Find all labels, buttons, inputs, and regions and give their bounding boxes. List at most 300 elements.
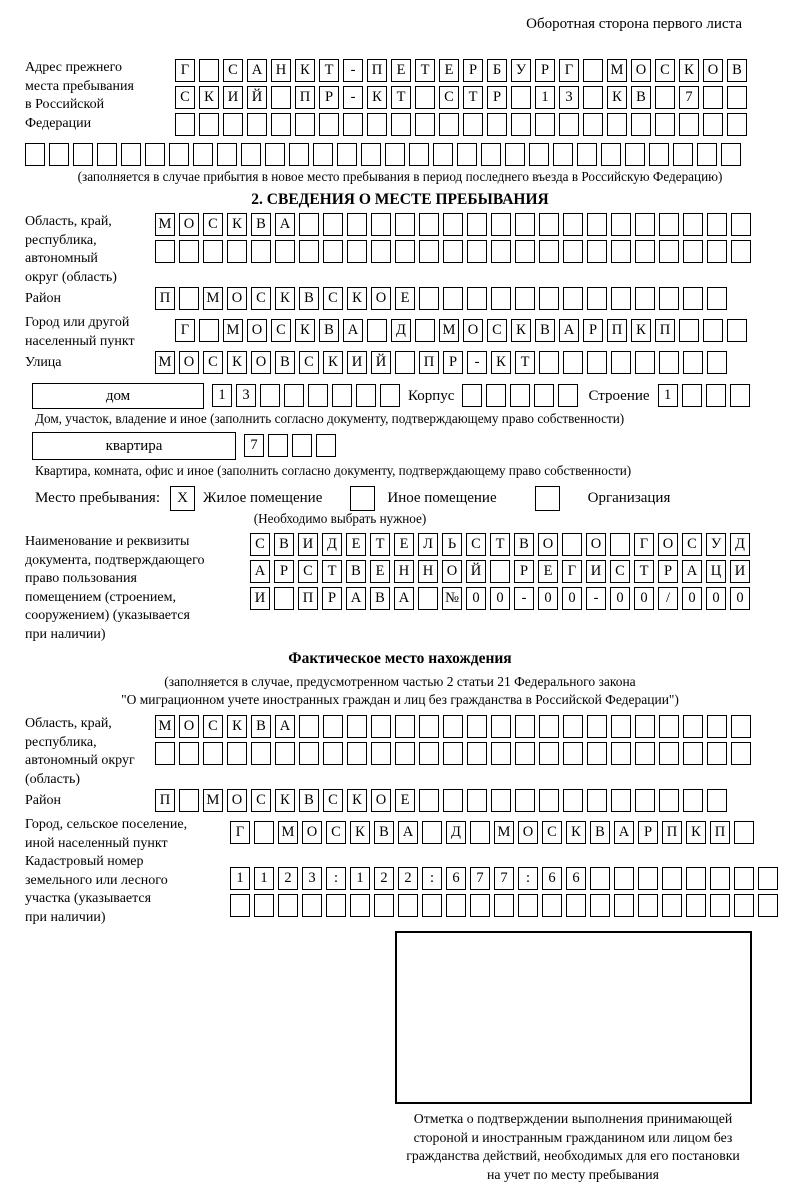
char-box[interactable]: Д	[446, 821, 466, 844]
char-box[interactable]	[611, 240, 631, 263]
char-box[interactable]: Е	[538, 560, 558, 583]
char-box[interactable]: М	[223, 319, 243, 342]
char-box[interactable]: К	[295, 319, 315, 342]
char-box[interactable]: 0	[466, 587, 486, 610]
char-box[interactable]	[731, 742, 751, 765]
char-box[interactable]	[535, 113, 555, 136]
char-box[interactable]: 2	[278, 867, 298, 890]
char-box[interactable]	[611, 213, 631, 236]
char-box[interactable]	[727, 319, 747, 342]
char-box[interactable]: К	[367, 86, 387, 109]
char-box[interactable]	[635, 287, 655, 310]
char-box[interactable]: -	[467, 351, 487, 374]
char-box[interactable]: М	[494, 821, 514, 844]
char-box[interactable]: В	[631, 86, 651, 109]
char-box[interactable]: Н	[394, 560, 414, 583]
char-box[interactable]: С	[487, 319, 507, 342]
char-box[interactable]	[332, 384, 352, 407]
char-box[interactable]: М	[439, 319, 459, 342]
char-box[interactable]	[193, 143, 213, 166]
char-box[interactable]	[583, 59, 603, 82]
char-box[interactable]: Р	[535, 59, 555, 82]
char-box[interactable]	[380, 384, 400, 407]
char-box[interactable]	[415, 86, 435, 109]
char-box[interactable]	[505, 143, 525, 166]
char-box[interactable]	[260, 384, 280, 407]
char-box[interactable]: В	[275, 351, 295, 374]
char-box[interactable]	[254, 894, 274, 917]
char-box[interactable]	[179, 742, 199, 765]
char-box[interactable]	[292, 434, 312, 457]
char-box[interactable]: А	[559, 319, 579, 342]
char-box[interactable]	[299, 240, 319, 263]
fact-oblast-row-2[interactable]	[155, 742, 755, 766]
char-box[interactable]: Т	[415, 59, 435, 82]
char-box[interactable]: Ь	[442, 533, 462, 556]
prev-address-row-2[interactable]	[175, 86, 751, 110]
char-box[interactable]	[587, 789, 607, 812]
char-box[interactable]: П	[607, 319, 627, 342]
char-box[interactable]: О	[518, 821, 538, 844]
char-box[interactable]: Р	[443, 351, 463, 374]
char-box[interactable]	[683, 351, 703, 374]
char-box[interactable]: П	[662, 821, 682, 844]
char-box[interactable]	[707, 351, 727, 374]
char-box[interactable]	[481, 143, 501, 166]
char-box[interactable]	[487, 113, 507, 136]
char-box[interactable]: Т	[463, 86, 483, 109]
char-box[interactable]: Д	[391, 319, 411, 342]
char-box[interactable]	[558, 384, 578, 407]
char-box[interactable]	[734, 894, 754, 917]
char-box[interactable]: О	[179, 213, 199, 236]
char-box[interactable]	[539, 287, 559, 310]
char-box[interactable]: Д	[730, 533, 750, 556]
char-box[interactable]	[323, 240, 343, 263]
char-box[interactable]	[299, 715, 319, 738]
raion-row[interactable]	[155, 287, 731, 311]
char-box[interactable]: 7	[244, 434, 264, 457]
char-box[interactable]: П	[298, 587, 318, 610]
char-box[interactable]: К	[350, 821, 370, 844]
char-box[interactable]	[563, 742, 583, 765]
char-box[interactable]	[539, 742, 559, 765]
char-box[interactable]: В	[299, 287, 319, 310]
char-box[interactable]: С	[326, 821, 346, 844]
char-box[interactable]	[227, 742, 247, 765]
char-box[interactable]	[284, 384, 304, 407]
char-box[interactable]: Р	[487, 86, 507, 109]
char-box[interactable]	[659, 351, 679, 374]
char-box[interactable]: Й	[371, 351, 391, 374]
char-box[interactable]: С	[439, 86, 459, 109]
char-box[interactable]	[566, 894, 586, 917]
char-box[interactable]	[587, 351, 607, 374]
char-box[interactable]: К	[491, 351, 511, 374]
char-box[interactable]	[553, 143, 573, 166]
char-box[interactable]	[515, 287, 535, 310]
char-box[interactable]: И	[347, 351, 367, 374]
char-box[interactable]: О	[247, 319, 267, 342]
char-box[interactable]	[562, 533, 582, 556]
char-box[interactable]: Р	[319, 86, 339, 109]
char-box[interactable]: О	[538, 533, 558, 556]
char-box[interactable]	[419, 240, 439, 263]
char-box[interactable]	[682, 384, 702, 407]
char-box[interactable]	[683, 213, 703, 236]
char-box[interactable]: Т	[634, 560, 654, 583]
char-box[interactable]: М	[278, 821, 298, 844]
char-box[interactable]	[241, 143, 261, 166]
char-box[interactable]	[73, 143, 93, 166]
char-box[interactable]: В	[346, 560, 366, 583]
char-box[interactable]	[155, 240, 175, 263]
char-box[interactable]	[611, 287, 631, 310]
char-box[interactable]: С	[223, 59, 243, 82]
char-box[interactable]	[251, 742, 271, 765]
char-box[interactable]: И	[298, 533, 318, 556]
char-box[interactable]	[491, 789, 511, 812]
char-box[interactable]	[419, 789, 439, 812]
char-box[interactable]	[491, 287, 511, 310]
char-box[interactable]: В	[514, 533, 534, 556]
char-box[interactable]	[601, 143, 621, 166]
char-box[interactable]: И	[223, 86, 243, 109]
char-box[interactable]	[422, 821, 442, 844]
char-box[interactable]: 1	[212, 384, 232, 407]
char-box[interactable]: К	[227, 351, 247, 374]
char-box[interactable]	[443, 742, 463, 765]
char-box[interactable]	[703, 319, 723, 342]
char-box[interactable]: -	[343, 59, 363, 82]
char-box[interactable]	[491, 240, 511, 263]
char-box[interactable]: О	[703, 59, 723, 82]
char-box[interactable]: Е	[394, 533, 414, 556]
char-box[interactable]	[203, 240, 223, 263]
char-box[interactable]	[199, 113, 219, 136]
char-box[interactable]: П	[155, 789, 175, 812]
char-box[interactable]	[443, 240, 463, 263]
char-box[interactable]: П	[710, 821, 730, 844]
char-box[interactable]	[227, 240, 247, 263]
char-box[interactable]: 6	[566, 867, 586, 890]
char-box[interactable]	[611, 715, 631, 738]
char-box[interactable]: Б	[487, 59, 507, 82]
char-box[interactable]: /	[658, 587, 678, 610]
char-box[interactable]	[265, 143, 285, 166]
prev-address-row-3[interactable]	[175, 113, 751, 137]
char-box[interactable]	[731, 715, 751, 738]
char-box[interactable]	[707, 789, 727, 812]
char-box[interactable]: -	[586, 587, 606, 610]
char-box[interactable]: С	[323, 789, 343, 812]
char-box[interactable]: 7	[679, 86, 699, 109]
char-box[interactable]: Е	[395, 287, 415, 310]
char-box[interactable]: В	[374, 821, 394, 844]
char-box[interactable]: В	[370, 587, 390, 610]
char-box[interactable]	[683, 789, 703, 812]
char-box[interactable]	[337, 143, 357, 166]
char-box[interactable]	[686, 867, 706, 890]
char-box[interactable]	[289, 143, 309, 166]
char-box[interactable]	[635, 213, 655, 236]
char-box[interactable]	[323, 742, 343, 765]
char-box[interactable]	[697, 143, 717, 166]
char-box[interactable]: М	[607, 59, 627, 82]
char-box[interactable]	[347, 240, 367, 263]
char-box[interactable]	[635, 742, 655, 765]
fact-raion-row[interactable]	[155, 789, 731, 813]
char-box[interactable]: 1	[230, 867, 250, 890]
dom-box[interactable]: дом	[32, 383, 204, 409]
char-box[interactable]	[398, 894, 418, 917]
char-box[interactable]	[703, 113, 723, 136]
char-box[interactable]: К	[607, 86, 627, 109]
char-box[interactable]	[703, 86, 723, 109]
char-box[interactable]: С	[299, 351, 319, 374]
char-box[interactable]	[25, 143, 45, 166]
char-box[interactable]	[419, 715, 439, 738]
char-box[interactable]: Т	[370, 533, 390, 556]
char-box[interactable]: В	[535, 319, 555, 342]
char-box[interactable]	[419, 742, 439, 765]
char-box[interactable]	[467, 789, 487, 812]
char-box[interactable]: Г	[175, 59, 195, 82]
char-box[interactable]	[347, 715, 367, 738]
char-box[interactable]	[217, 143, 237, 166]
char-box[interactable]	[587, 240, 607, 263]
char-box[interactable]: Ц	[706, 560, 726, 583]
char-box[interactable]	[274, 587, 294, 610]
char-box[interactable]	[391, 113, 411, 136]
char-box[interactable]: К	[679, 59, 699, 82]
char-box[interactable]	[356, 384, 376, 407]
char-box[interactable]: 0	[538, 587, 558, 610]
char-box[interactable]: 0	[562, 587, 582, 610]
char-box[interactable]	[343, 113, 363, 136]
char-box[interactable]	[494, 894, 514, 917]
char-box[interactable]: О	[371, 287, 391, 310]
char-box[interactable]	[659, 742, 679, 765]
char-box[interactable]	[515, 213, 535, 236]
char-box[interactable]: С	[610, 560, 630, 583]
char-box[interactable]: К	[295, 59, 315, 82]
char-box[interactable]	[707, 240, 727, 263]
char-box[interactable]: В	[590, 821, 610, 844]
char-box[interactable]: В	[251, 715, 271, 738]
char-box[interactable]	[649, 143, 669, 166]
ulitsa-row[interactable]	[155, 351, 731, 375]
char-box[interactable]	[374, 894, 394, 917]
char-box[interactable]: О	[371, 789, 391, 812]
char-box[interactable]	[409, 143, 429, 166]
char-box[interactable]: И	[250, 587, 270, 610]
char-box[interactable]	[731, 213, 751, 236]
char-box[interactable]	[611, 789, 631, 812]
char-box[interactable]	[683, 715, 703, 738]
char-box[interactable]	[49, 143, 69, 166]
char-box[interactable]	[415, 319, 435, 342]
char-box[interactable]	[268, 434, 288, 457]
char-box[interactable]	[625, 143, 645, 166]
char-box[interactable]: А	[275, 213, 295, 236]
char-box[interactable]: Р	[583, 319, 603, 342]
char-box[interactable]	[323, 213, 343, 236]
char-box[interactable]	[655, 113, 675, 136]
char-box[interactable]	[395, 715, 415, 738]
char-box[interactable]	[659, 287, 679, 310]
prev-address-row-1[interactable]	[175, 59, 751, 83]
char-box[interactable]	[419, 213, 439, 236]
char-box[interactable]	[563, 789, 583, 812]
char-box[interactable]	[534, 384, 554, 407]
char-box[interactable]	[563, 287, 583, 310]
char-box[interactable]	[638, 867, 658, 890]
char-box[interactable]: О	[658, 533, 678, 556]
char-box[interactable]: Е	[346, 533, 366, 556]
fact-oblast-row-1[interactable]	[155, 715, 755, 739]
char-box[interactable]: 2	[374, 867, 394, 890]
char-box[interactable]	[470, 894, 490, 917]
char-box[interactable]: С	[682, 533, 702, 556]
char-box[interactable]: К	[347, 789, 367, 812]
char-box[interactable]	[199, 59, 219, 82]
char-box[interactable]: К	[631, 319, 651, 342]
char-box[interactable]: Д	[322, 533, 342, 556]
char-box[interactable]	[734, 867, 754, 890]
char-box[interactable]: О	[227, 287, 247, 310]
char-box[interactable]: А	[275, 715, 295, 738]
char-box[interactable]	[730, 384, 750, 407]
char-box[interactable]	[179, 240, 199, 263]
char-box[interactable]: С	[250, 533, 270, 556]
char-box[interactable]	[539, 789, 559, 812]
char-box[interactable]: Л	[418, 533, 438, 556]
char-box[interactable]	[659, 213, 679, 236]
char-box[interactable]: О	[586, 533, 606, 556]
char-box[interactable]	[587, 213, 607, 236]
char-box[interactable]	[659, 715, 679, 738]
char-box[interactable]	[655, 86, 675, 109]
char-box[interactable]	[518, 894, 538, 917]
char-box[interactable]: 1	[254, 867, 274, 890]
char-box[interactable]	[707, 213, 727, 236]
char-box[interactable]: М	[203, 789, 223, 812]
char-box[interactable]: С	[466, 533, 486, 556]
char-box[interactable]: К	[686, 821, 706, 844]
char-box[interactable]	[563, 240, 583, 263]
checkbox-organizatsiya[interactable]	[535, 486, 564, 510]
char-box[interactable]	[659, 789, 679, 812]
char-box[interactable]	[299, 213, 319, 236]
char-box[interactable]	[395, 351, 415, 374]
gorod-row[interactable]	[175, 319, 751, 343]
dom-row[interactable]	[212, 384, 404, 408]
char-box[interactable]	[638, 894, 658, 917]
oblast-row-2[interactable]	[155, 240, 755, 264]
char-box[interactable]	[443, 789, 463, 812]
char-box[interactable]	[590, 894, 610, 917]
char-box[interactable]: К	[275, 287, 295, 310]
char-box[interactable]	[371, 742, 391, 765]
char-box[interactable]: 0	[682, 587, 702, 610]
char-box[interactable]	[707, 742, 727, 765]
char-box[interactable]: О	[463, 319, 483, 342]
fact-gorod-row[interactable]	[230, 821, 758, 845]
char-box[interactable]: 0	[634, 587, 654, 610]
char-box[interactable]: О	[179, 715, 199, 738]
char-box[interactable]	[679, 319, 699, 342]
char-box[interactable]: С	[203, 351, 223, 374]
char-box[interactable]	[308, 384, 328, 407]
char-box[interactable]: У	[706, 533, 726, 556]
char-box[interactable]: 3	[559, 86, 579, 109]
char-box[interactable]	[635, 240, 655, 263]
char-box[interactable]	[679, 113, 699, 136]
char-box[interactable]	[583, 86, 603, 109]
char-box[interactable]: М	[203, 287, 223, 310]
char-box[interactable]	[707, 287, 727, 310]
char-box[interactable]: 0	[490, 587, 510, 610]
char-box[interactable]	[662, 867, 682, 890]
char-box[interactable]	[515, 742, 535, 765]
kvartira-box[interactable]: квартира	[32, 432, 236, 460]
char-box[interactable]: Т	[319, 59, 339, 82]
char-box[interactable]: С	[298, 560, 318, 583]
char-box[interactable]: -	[514, 587, 534, 610]
char-box[interactable]: 3	[302, 867, 322, 890]
char-box[interactable]	[462, 384, 482, 407]
char-box[interactable]: О	[251, 351, 271, 374]
char-box[interactable]	[491, 742, 511, 765]
char-box[interactable]	[463, 113, 483, 136]
char-box[interactable]: П	[155, 287, 175, 310]
char-box[interactable]: А	[346, 587, 366, 610]
char-box[interactable]	[467, 240, 487, 263]
char-box[interactable]	[539, 240, 559, 263]
char-box[interactable]: 7	[470, 867, 490, 890]
char-box[interactable]	[734, 821, 754, 844]
char-box[interactable]: К	[323, 351, 343, 374]
char-box[interactable]: Т	[490, 533, 510, 556]
char-box[interactable]: Т	[322, 560, 342, 583]
char-box[interactable]	[395, 240, 415, 263]
kvartira-row[interactable]	[244, 434, 340, 458]
char-box[interactable]: :	[326, 867, 346, 890]
char-box[interactable]	[371, 240, 391, 263]
char-box[interactable]: А	[614, 821, 634, 844]
char-box[interactable]	[467, 715, 487, 738]
char-box[interactable]	[121, 143, 141, 166]
char-box[interactable]: А	[394, 587, 414, 610]
char-box[interactable]: П	[419, 351, 439, 374]
char-box[interactable]: О	[227, 789, 247, 812]
char-box[interactable]	[539, 715, 559, 738]
char-box[interactable]: Р	[322, 587, 342, 610]
char-box[interactable]	[155, 742, 175, 765]
char-box[interactable]: Р	[658, 560, 678, 583]
char-box[interactable]	[610, 533, 630, 556]
char-box[interactable]: М	[155, 351, 175, 374]
char-box[interactable]: 6	[446, 867, 466, 890]
char-box[interactable]: А	[250, 560, 270, 583]
char-box[interactable]: М	[155, 715, 175, 738]
char-box[interactable]: А	[343, 319, 363, 342]
char-box[interactable]: К	[511, 319, 531, 342]
char-box[interactable]	[350, 894, 370, 917]
doc-row-1[interactable]	[250, 533, 754, 557]
char-box[interactable]	[686, 894, 706, 917]
